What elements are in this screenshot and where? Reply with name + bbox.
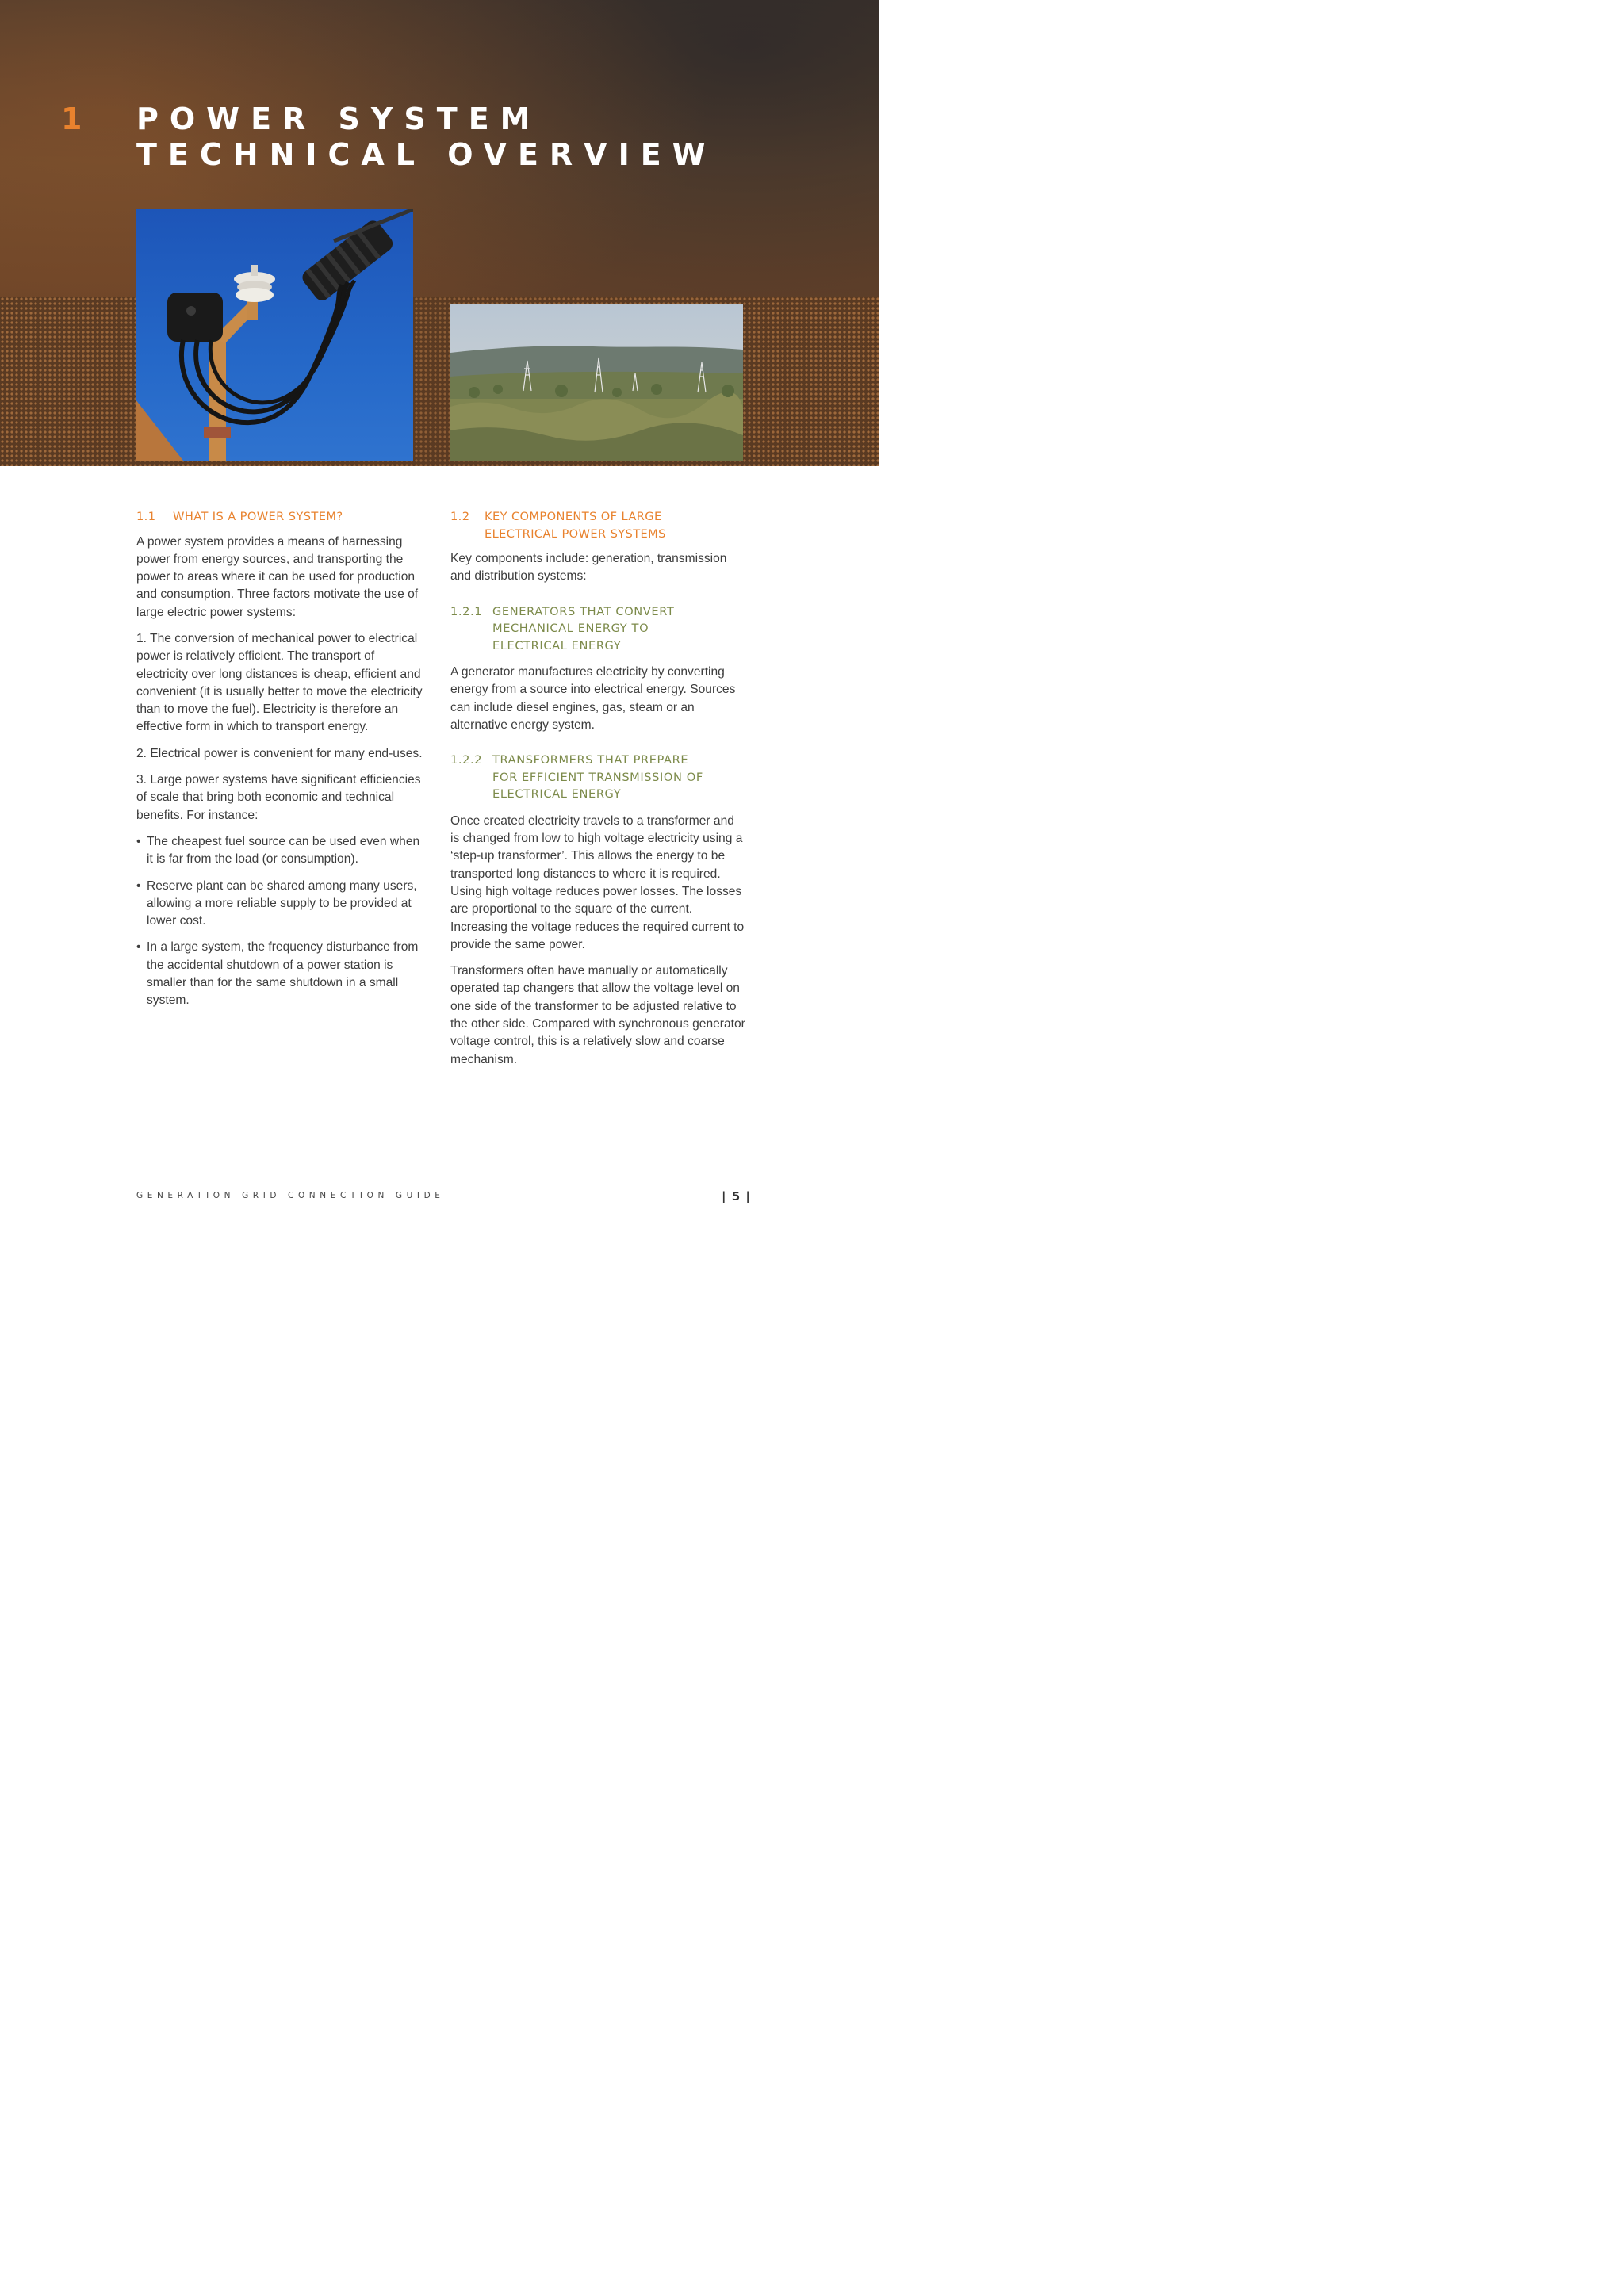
section-title-line: ELECTRICAL POWER SYSTEMS <box>485 526 666 541</box>
insulator-illustration <box>136 209 413 461</box>
section-title <box>485 508 745 542</box>
subsection-heading-1-2-2 <box>450 752 745 803</box>
subsection-heading-1-2-1 <box>450 603 745 655</box>
subsection-title-line: TRANSFORMERS THAT PREPARE <box>492 753 689 767</box>
paragraph: 3. Large power systems have significant efficiencies of scale that bring both economic and technical benefits. For instance: <box>136 773 421 822</box>
bullet-list <box>136 833 428 1010</box>
chapter-title-line-1: POWER SYSTEM <box>136 101 542 136</box>
paragraph: Key components include: generation, transmission and distribution systems: <box>450 552 727 584</box>
subsection-title-line: GENERATORS THAT CONVERT <box>492 604 675 618</box>
list-item: • In a large system, the frequency disturbance from the accidental shutdown of a power station is smaller than for the same shutdown in a small system. <box>136 939 428 1009</box>
subsection-title <box>492 603 745 655</box>
subsection-number: 1.2.1 <box>450 604 483 618</box>
footer-title: GENERATION GRID CONNECTION GUIDE <box>136 1191 445 1200</box>
halftone-shade <box>0 297 879 466</box>
subsection-title <box>492 752 745 803</box>
section-heading-1-2 <box>450 508 745 542</box>
paragraph: A generator manufactures electricity by converting energy from a source into electrical energy. Sources can include diesel engines, gas, steam or an alternative energy system. <box>450 665 736 732</box>
section-number: 1.2 <box>450 510 470 523</box>
paragraph: A power system provides a means of harnessing power from energy sources, and transporting the power to areas where it can be used for production and consumption. Three factors motivate the use of large electric power systems: <box>136 534 419 619</box>
page-number: | 5 | <box>722 1189 751 1203</box>
insulator-photo <box>136 209 413 461</box>
subsection-title-line: ELECTRICAL ENERGY <box>492 638 622 652</box>
landscape-illustration <box>450 304 743 461</box>
section-title: WHAT IS A POWER SYSTEM? <box>173 510 343 523</box>
column-left <box>136 508 428 1019</box>
section-title-line: KEY COMPONENTS OF LARGE <box>485 510 662 523</box>
chapter-title-line-2: TECHNICAL OVERVIEW <box>136 137 717 172</box>
subsection-title-line: ELECTRICAL ENERGY <box>492 787 622 802</box>
landscape-photo <box>450 304 743 461</box>
list-item: • The cheapest fuel source can be used even when it is far from the load (or consumption). <box>136 833 428 869</box>
chapter-number: 1 <box>61 101 84 136</box>
paragraph: Transformers often have manually or automatically operated tap changers that allow the voltage level on one side of the transformer to be adjusted relative to the other side. Compared with synchronous generator voltage control, this is a relatively slow and coarse mechanism. <box>450 964 745 1066</box>
column-right <box>450 508 745 1077</box>
list-item: • Reserve plant can be shared among many users, allowing a more reliable supply to be provided at lower cost. <box>136 878 428 931</box>
paragraph: Once created electricity travels to a transformer and is changed from low to high voltage electricity using a ‘step-up transformer’. This allows the energy to be transported long distances to where it is required. Using high voltage reduces power losses. The losses are proportional to the square of the current. Increasing the voltage reduces the required current to provide the same power. <box>450 813 745 951</box>
hero-banner <box>0 0 879 466</box>
section-heading-1-1 <box>136 508 428 526</box>
subsection-title-line: FOR EFFICIENT TRANSMISSION OF <box>492 770 703 784</box>
section-number: 1.1 <box>136 510 156 523</box>
paragraph: 2. Electrical power is convenient for many end-uses. <box>136 746 423 760</box>
subsection-title-line: MECHANICAL ENERGY TO <box>492 622 649 636</box>
subsection-number: 1.2.2 <box>450 753 483 767</box>
paragraph: 1. The conversion of mechanical power to electrical power is relatively efficient. The transport of electricity over long distances is cheap, efficient and convenient (it is usually better to move the electricity than to move the fuel). Electricity is therefore an effective form in which to transport energy. <box>136 631 423 734</box>
chapter-title <box>136 101 717 173</box>
